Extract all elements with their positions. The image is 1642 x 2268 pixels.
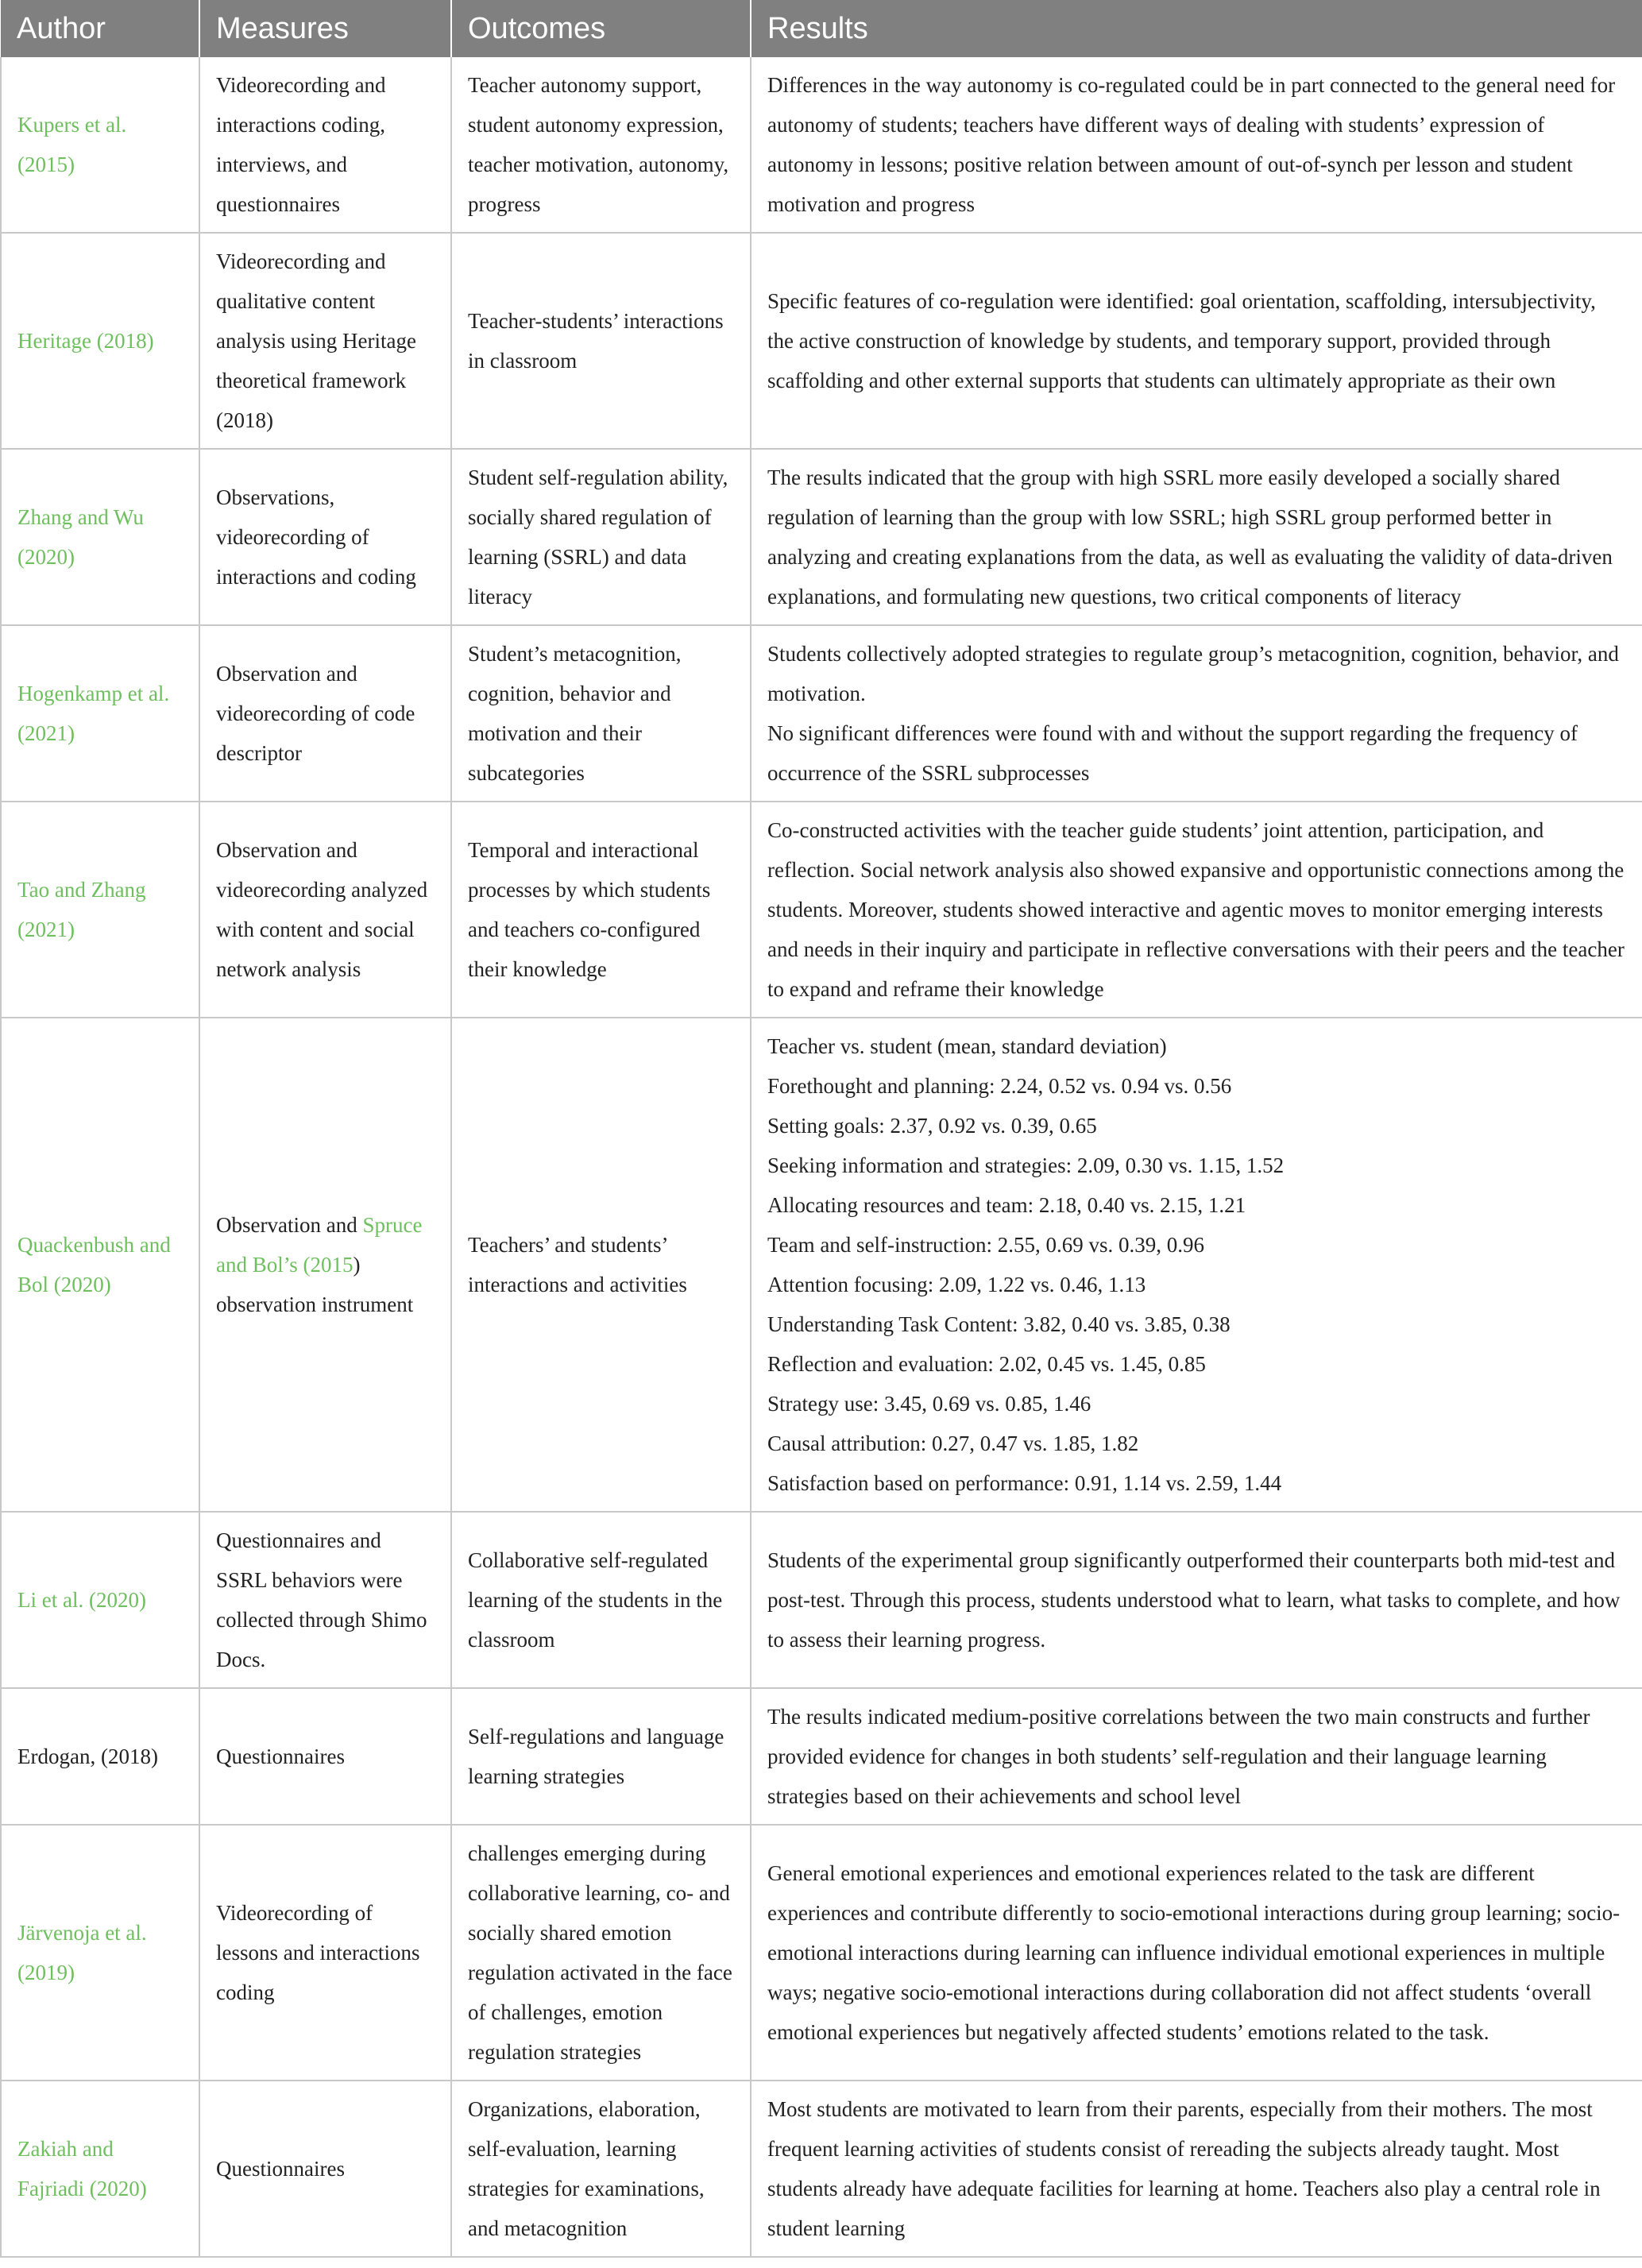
results-line: Setting goals: 2.37, 0.92 vs. 0.39, 0.65 bbox=[767, 1114, 1097, 1138]
results-cell bbox=[751, 625, 1642, 802]
table-row bbox=[1, 1825, 1642, 2081]
measures-cell: Observation and videorecording analyzed with content and social network analysis bbox=[199, 802, 451, 1018]
author-cell[interactable] bbox=[1, 625, 199, 802]
measures-cell: Observations, videorecording of interactions and coding bbox=[199, 449, 451, 625]
outcomes-cell: Teacher-students’ interactions in classroom bbox=[451, 233, 751, 449]
author-cell[interactable] bbox=[1, 1018, 199, 1512]
measures-cell: Videorecording and interactions coding, interviews, and questionnaires bbox=[199, 57, 451, 233]
measures-cell bbox=[199, 1018, 451, 1512]
results-cell bbox=[751, 1018, 1642, 1512]
table-row bbox=[1, 1018, 1642, 1512]
table-row bbox=[1, 802, 1642, 1018]
measures-text: ) observation instrument bbox=[216, 1253, 414, 1316]
reference-link[interactable]: Spruce and Bol’s (2015 bbox=[216, 1213, 423, 1277]
author-link[interactable]: Zakiah and Fajriadi (2020) bbox=[17, 2137, 147, 2200]
header-row bbox=[1, 0, 1642, 57]
results-line: Satisfaction based on performance: 0.91, 1.14 vs. 2.59, 1.44 bbox=[767, 1471, 1282, 1495]
results-cell: The results indicated medium-positive correlations between the two main constructs and further provided evidence for changes in both students’ self-regulation and their language learning strategies based on their achievements and school level bbox=[751, 1688, 1642, 1825]
measures-cell: Questionnaires and SSRL behaviors were collected through Shimo Docs. bbox=[199, 1512, 451, 1688]
author-cell[interactable] bbox=[1, 57, 199, 233]
author-cell[interactable] bbox=[1, 449, 199, 625]
header-measures: Measures bbox=[199, 0, 451, 57]
results-line: Students collectively adopted strategies to regulate group’s metacognition, cognition, behavior, and motivation. bbox=[767, 642, 1619, 705]
results-line: Team and self-instruction: 2.55, 0.69 vs. 0.39, 0.96 bbox=[767, 1233, 1205, 1257]
header-outcomes: Outcomes bbox=[451, 0, 751, 57]
measures-cell: Questionnaires bbox=[199, 2081, 451, 2257]
author-link[interactable]: Kupers et al. (2015) bbox=[17, 113, 127, 176]
results-line: Causal attribution: 0.27, 0.47 vs. 1.85, 1.82 bbox=[767, 1432, 1139, 1455]
results-line: Forethought and planning: 2.24, 0.52 vs. 0.94 vs. 0.56 bbox=[767, 1074, 1232, 1098]
measures-cell: Observation and videorecording of code descriptor bbox=[199, 625, 451, 802]
outcomes-cell: Organizations, elaboration, self-evaluation, learning strategies for examinations, and metacognition bbox=[451, 2081, 751, 2257]
author-link[interactable]: Zhang and Wu (2020) bbox=[17, 505, 144, 569]
table-row bbox=[1, 2081, 1642, 2257]
author-link[interactable]: Heritage (2018) bbox=[17, 329, 154, 353]
results-cell: The results indicated that the group with high SSRL more easily developed a socially shared regulation of learning than the group with low SSRL; high SSRL group performed better in analyzing and creating explanations from the data, as well as evaluating the validity of data-driven explanations, and formulating new questions, two critical components of literacy bbox=[751, 449, 1642, 625]
results-line: Teacher vs. student (mean, standard deviation) bbox=[767, 1034, 1167, 1058]
outcomes-cell: Teacher autonomy support, student autonomy expression, teacher motivation, autonomy, progress bbox=[451, 57, 751, 233]
results-line: Reflection and evaluation: 2.02, 0.45 vs. 1.45, 0.85 bbox=[767, 1352, 1206, 1376]
results-line: No significant differences were found with and without the support regarding the frequency of occurrence of the SSRL subprocesses bbox=[767, 721, 1578, 785]
results-line: Strategy use: 3.45, 0.69 vs. 0.85, 1.46 bbox=[767, 1392, 1091, 1416]
outcomes-cell: Temporal and interactional processes by which students and teachers co-configured their knowledge bbox=[451, 802, 751, 1018]
results-line: Allocating resources and team: 2.18, 0.40 vs. 2.15, 1.21 bbox=[767, 1193, 1246, 1217]
table-row bbox=[1, 233, 1642, 449]
results-cell: General emotional experiences and emotional experiences related to the task are different experiences and contribute differently to socio-emotional interactions during group learning; socio-emotional interactions during learning can influence individual emotional experiences in multiple ways; negative socio-emotional interactions during collaboration did not affect students ‘overall emotional experiences but negatively affected students’ emotions related to the task. bbox=[751, 1825, 1642, 2081]
outcomes-cell: Collaborative self-regulated learning of the students in the classroom bbox=[451, 1512, 751, 1688]
outcomes-cell: challenges emerging during collaborative learning, co- and socially shared emotion regulation activated in the face of challenges, emotion regulation strategies bbox=[451, 1825, 751, 2081]
author-cell[interactable] bbox=[1, 233, 199, 449]
measures-cell: Videorecording of lessons and interactions coding bbox=[199, 1825, 451, 2081]
outcomes-cell: Self-regulations and language learning strategies bbox=[451, 1688, 751, 1825]
results-cell: Co-constructed activities with the teacher guide students’ joint attention, participation, and reflection. Social network analysis also showed expansive and opportunistic connections among the students. Moreover, students showed interactive and agentic moves to monitor emerging interests and needs in their inquiry and participate in reflective conversations with their peers and the teacher to expand and reframe their knowledge bbox=[751, 802, 1642, 1018]
author-link[interactable]: Hogenkamp et al. (2021) bbox=[17, 682, 170, 745]
author-cell[interactable] bbox=[1, 1825, 199, 2081]
author-cell[interactable] bbox=[1, 802, 199, 1018]
measures-text: Observation and bbox=[216, 1213, 357, 1237]
outcomes-cell: Teachers’ and students’ interactions and activities bbox=[451, 1018, 751, 1512]
author-text: Erdogan, (2018) bbox=[17, 1744, 158, 1768]
author-link[interactable]: Tao and Zhang (2021) bbox=[17, 878, 146, 941]
table-header bbox=[1, 0, 1642, 57]
outcomes-cell: Student self-regulation ability, socially shared regulation of learning (SSRL) and data literacy bbox=[451, 449, 751, 625]
outcomes-cell: Student’s metacognition, cognition, behavior and motivation and their subcategories bbox=[451, 625, 751, 802]
table-row bbox=[1, 449, 1642, 625]
header-author: Author bbox=[1, 0, 199, 57]
results-cell: Differences in the way autonomy is co-regulated could be in part connected to the general need for autonomy of students; teachers have different ways of dealing with students’ expression of autonomy in lessons; positive relation between amount of out-of-synch per lesson and student motivation and progress bbox=[751, 57, 1642, 233]
table-row bbox=[1, 1512, 1642, 1688]
author-link[interactable]: Quackenbush and Bol (2020) bbox=[17, 1233, 171, 1296]
measures-cell: Questionnaires bbox=[199, 1688, 451, 1825]
header-results: Results bbox=[751, 0, 1642, 57]
table-row bbox=[1, 1688, 1642, 1825]
results-line: Seeking information and strategies: 2.09, 0.30 vs. 1.15, 1.52 bbox=[767, 1153, 1285, 1177]
author-cell bbox=[1, 1688, 199, 1825]
author-link[interactable]: Li et al. (2020) bbox=[17, 1588, 146, 1612]
results-cell: Most students are motivated to learn from their parents, especially from their mothers. The most frequent learning activities of students consist of rereading the subjects already taught. Most students already have adequate facilities for learning at home. Teachers also play a central role in student learning bbox=[751, 2081, 1642, 2257]
results-cell: Specific features of co-regulation were identified: goal orientation, scaffolding, intersubjectivity, the active construction of knowledge by students, and temporary support, provided through scaffolding and other external supports that students can ultimately appropriate as their own bbox=[751, 233, 1642, 449]
measures-cell: Videorecording and qualitative content analysis using Heritage theoretical framework (2018) bbox=[199, 233, 451, 449]
table-row bbox=[1, 625, 1642, 802]
results-line: Understanding Task Content: 3.82, 0.40 vs. 3.85, 0.38 bbox=[767, 1312, 1231, 1336]
results-cell: Students of the experimental group significantly outperformed their counterparts both mid-test and post-test. Through this process, students understood what to learn, what tasks to complete, and how to assess their learning progress. bbox=[751, 1512, 1642, 1688]
author-cell[interactable] bbox=[1, 2081, 199, 2257]
results-line: Attention focusing: 2.09, 1.22 vs. 0.46, 1.13 bbox=[767, 1273, 1146, 1296]
author-link[interactable]: Järvenoja et al. (2019) bbox=[17, 1921, 147, 1984]
table-body bbox=[1, 57, 1642, 2257]
table-row bbox=[1, 57, 1642, 233]
author-cell[interactable] bbox=[1, 1512, 199, 1688]
